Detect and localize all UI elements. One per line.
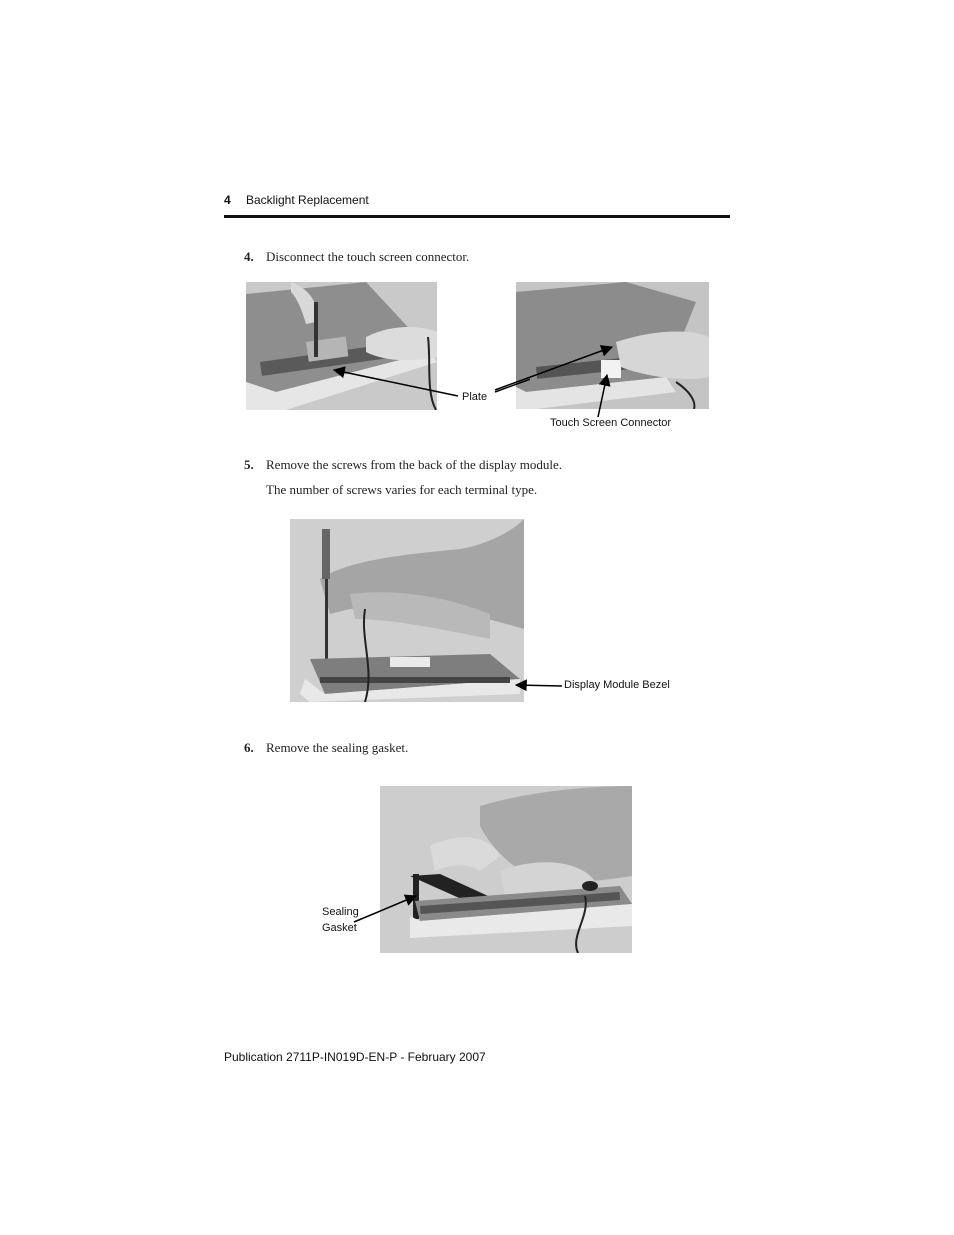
step-5-note: The number of screws varies for each terminal type.	[266, 482, 538, 497]
photo-remove-screws	[290, 519, 524, 702]
step-5-callout-line	[510, 676, 565, 696]
step-5-number: 5.	[244, 457, 254, 472]
callout-sealing-gasket-line1: Sealing	[322, 906, 359, 918]
callout-touch-screen-connector: Touch Screen Connector	[550, 417, 672, 429]
step-4-callout-lines-right	[490, 335, 620, 425]
step-6-number: 6.	[244, 740, 254, 755]
step-5-text: Remove the screws from the back of the display module.	[266, 457, 563, 472]
section-title: Backlight Replacement	[246, 193, 369, 207]
step-4-number: 4.	[244, 249, 254, 264]
callout-display-module-bezel: Display Module Bezel	[564, 679, 670, 691]
callout-plate: Plate	[462, 391, 488, 403]
step-6-text: Remove the sealing gasket.	[266, 740, 409, 755]
step-6-callout-line	[350, 890, 420, 930]
step-4-text: Disconnect the touch screen connector.	[266, 249, 470, 264]
publication-footer: Publication 2711P-IN019D-EN-P - February 2007	[224, 1050, 486, 1064]
header-rule	[224, 215, 730, 218]
callout-sealing-gasket	[322, 904, 359, 936]
page-number: 4	[224, 193, 231, 207]
callout-sealing-gasket-line2: Gasket	[322, 922, 357, 934]
